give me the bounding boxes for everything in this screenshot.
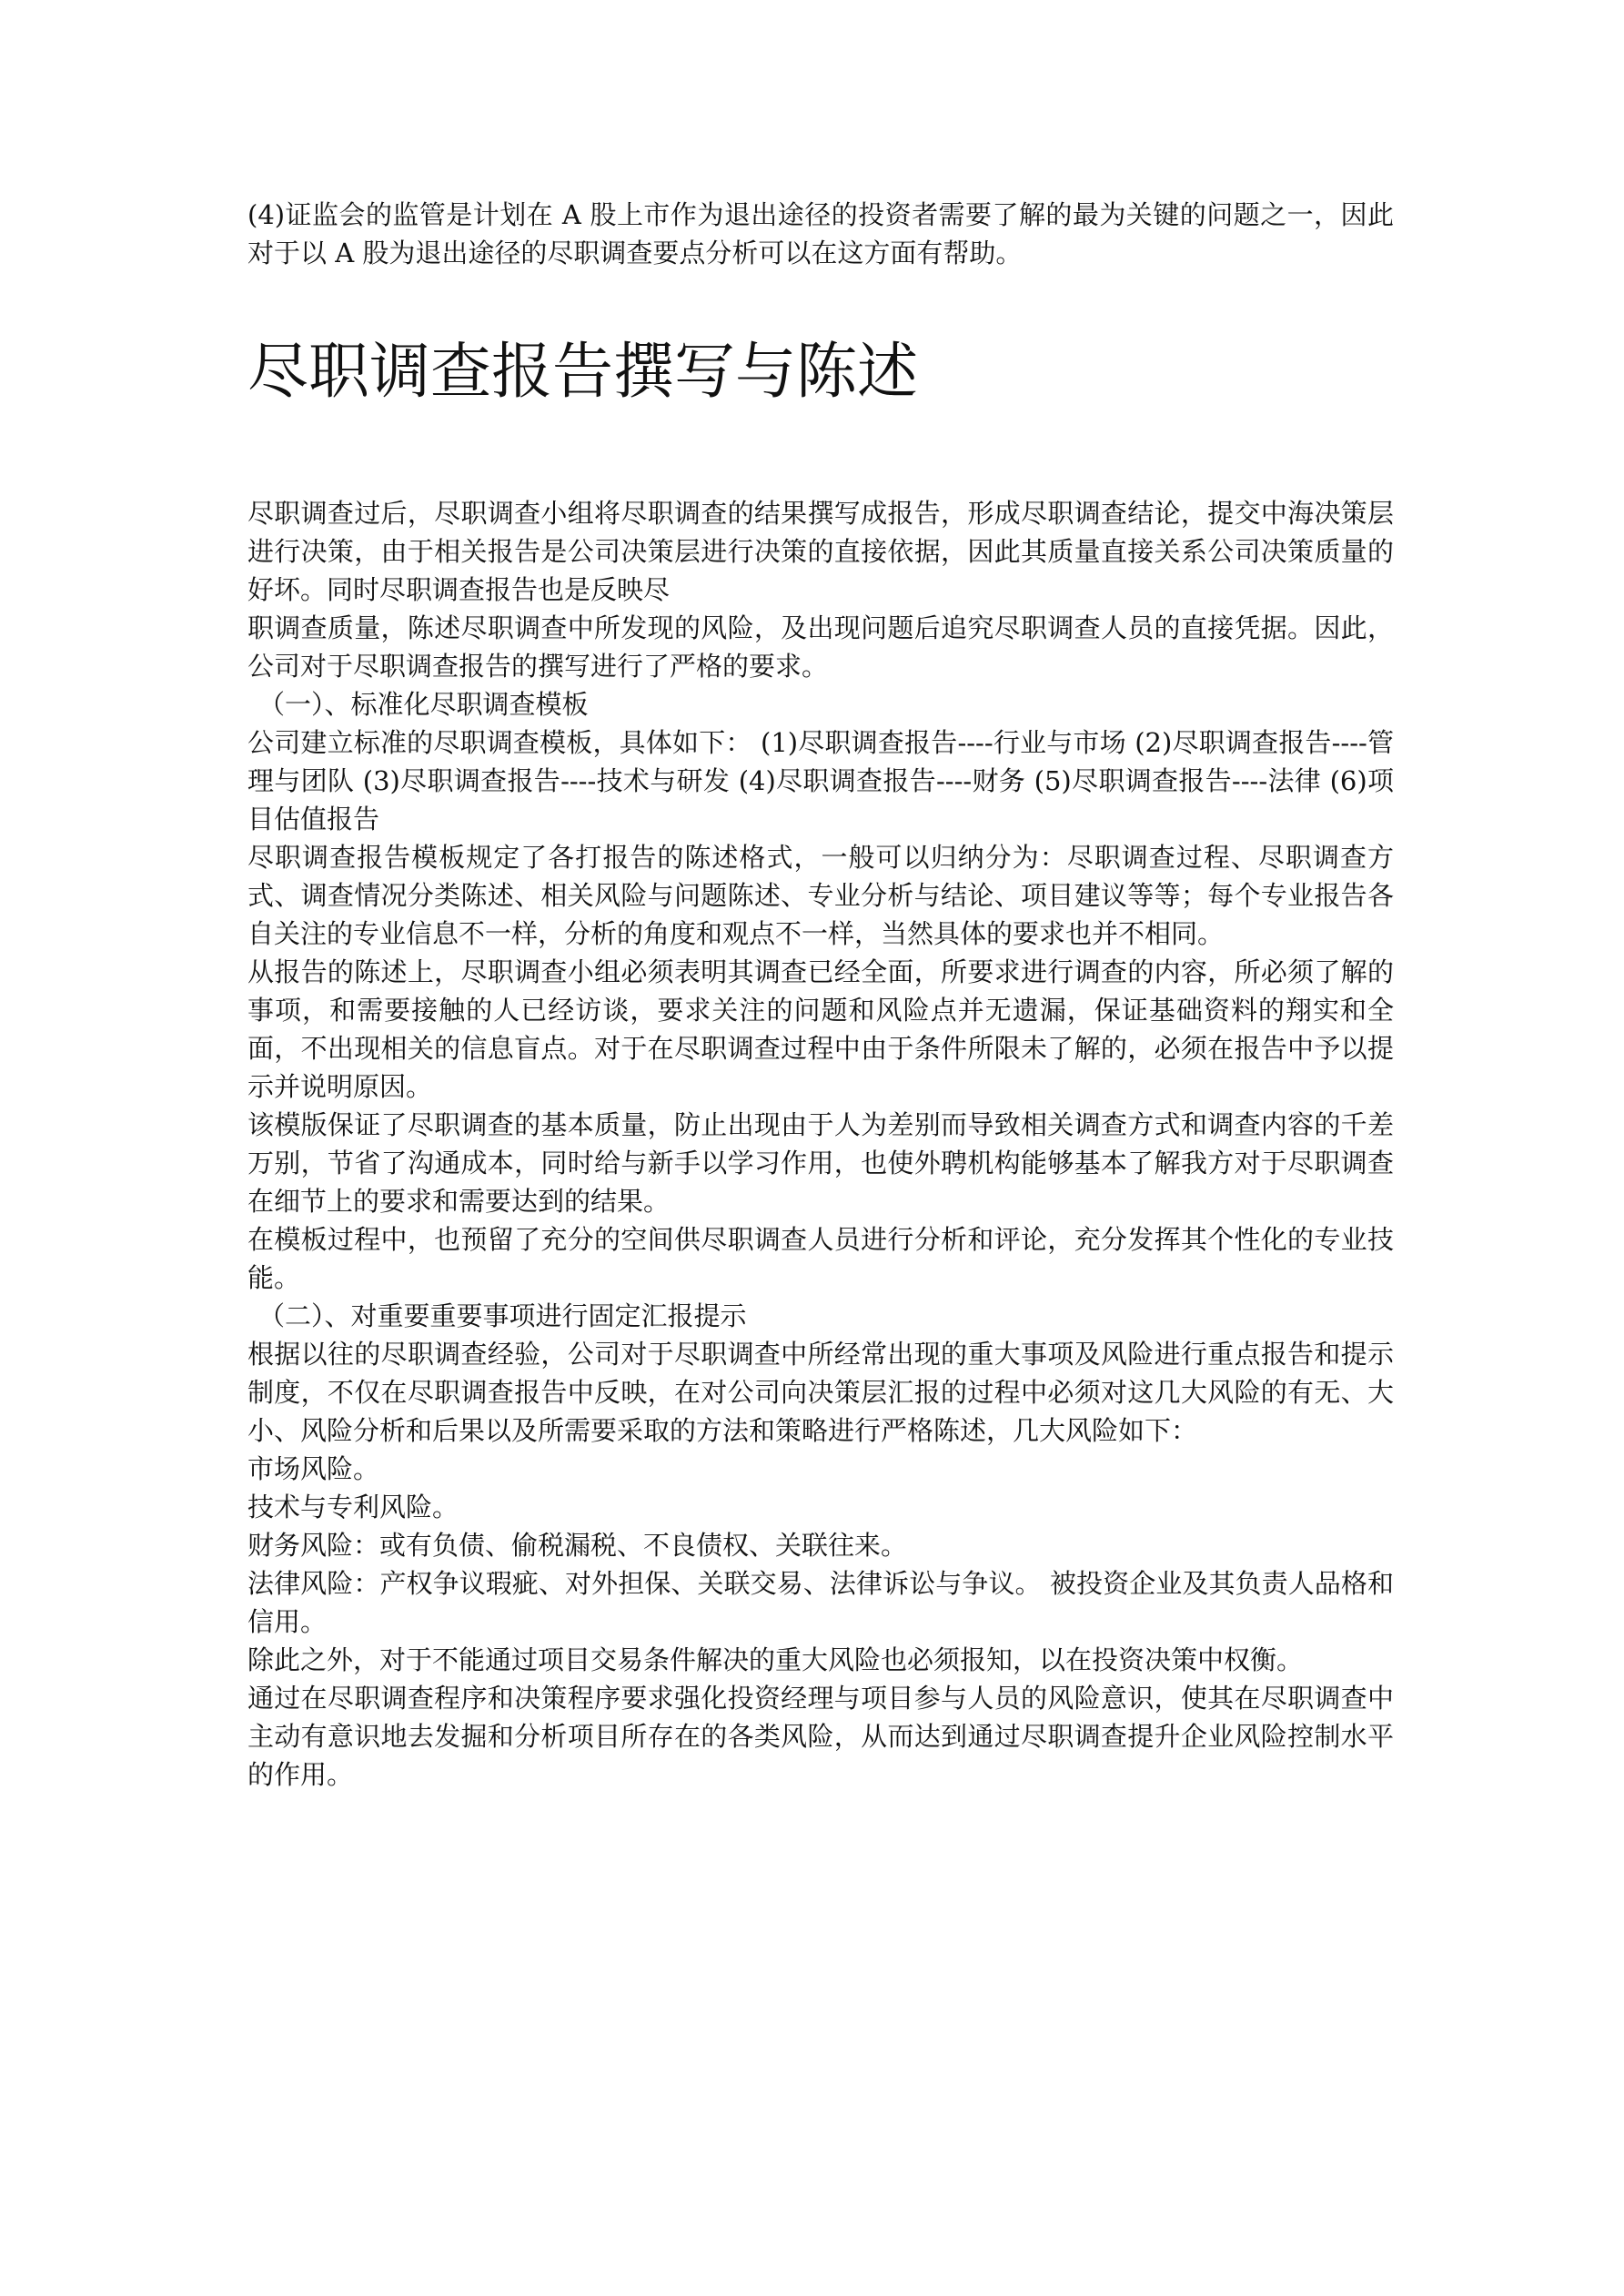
paragraph-reporting-system: 根据以往的尽职调查经验，公司对于尽职调查中所经常出现的重大事项及风险进行重点报告和提示制度，不仅在尽职调查报告中反映，在对公司向决策层汇报的过程中必须对这几大风险的有无、大小、风险分析和后果以及所需要采取的方法和策略进行严格陈述，几大风险如下： bbox=[247, 1339, 1394, 1446]
paragraph-template-quality: 该模版保证了尽职调查的基本质量，防止出现由于人为差别而导致相关调查方式和调查内容的千差万别，节省了沟通成本，同时给与新手以学习作用，也使外聘机构能够基本了解我方对于尽职调查在细节上的要求和需要达到的结果。 bbox=[247, 1109, 1394, 1217]
paragraph-template-list: 公司建立标准的尽职调查模板，具体如下： (1)尽职调查报告----行业与市场 (2)尽职调查报告----管理与团队 (3)尽职调查报告----技术与研发 (4)尽职调查报告----财务 (5)尽职调查报告----法律 (6)项目估值报告 bbox=[247, 727, 1394, 834]
section-heading: 尽职调查报告撰写与陈述 bbox=[247, 336, 918, 407]
document-page bbox=[247, 196, 1394, 1794]
paragraph-summary: 尽职调查过后，尽职调查小组将尽职调查的结果撰写成报告，形成尽职调查结论，提交中海决策层进行决策，由于相关报告是公司决策层进行决策的直接依据，因此其质量直接关系公司决策质量的好坏。同时尽职调查报告也是反映尽 bbox=[247, 498, 1394, 605]
paragraph-summary-continued: 职调查质量，陈述尽职调查中所发现的风险，及出现问题后追究尽职调查人员的直接凭据。因此，公司对于尽职调查报告的撰写进行了严格的要求。 bbox=[247, 612, 1394, 682]
paragraph-template-format: 尽职调查报告模板规定了各打报告的陈述格式，一般可以归纳分为：尽职调查过程、尽职调查方式、调查情况分类陈述、相关风险与问题陈述、专业分析与结论、项目建议等等；每个专业报告各自关注的专业信息不一样，分析的角度和观点不一样，当然具体的要求也并不相同。 bbox=[247, 842, 1394, 949]
list-item-financial-risk: 财务风险：或有负债、偷税漏税、不良债权、关联往来。 bbox=[247, 1530, 908, 1561]
subheading-fixed-reporting: （二）、对重要重要事项进行固定汇报提示 bbox=[258, 1300, 747, 1331]
list-item-market-risk: 市场风险。 bbox=[247, 1453, 380, 1484]
paragraph-template-space: 在模板过程中，也预留了充分的空间供尽职调查人员进行分析和评论，充分发挥其个性化的专业技能。 bbox=[247, 1224, 1394, 1293]
list-item-tech-patent-risk: 技术与专利风险。 bbox=[247, 1492, 459, 1522]
paragraph-conclusion: 通过在尽职调查程序和决策程序要求强化投资经理与项目参与人员的风险意识，使其在尽职调查中主动有意识地去发掘和分析项目所存在的各类风险，从而达到通过尽职调查提升企业风险控制水平的作用。 bbox=[247, 1683, 1394, 1790]
paragraph-other-risks: 除此之外，对于不能通过项目交易条件解决的重大风险也必须报知，以在投资决策中权衡。 bbox=[247, 1644, 1304, 1675]
intro-paragraph: (4)证监会的监管是计划在 A 股上市作为退出途径的投资者需要了解的最为关键的问题之一，因此对于以 A 股为退出途径的尽职调查要点分析可以在这方面有帮助。 bbox=[247, 199, 1394, 268]
list-item-legal-risk: 法律风险：产权争议瑕疵、对外担保、关联交易、法律诉讼与争议。 被投资企业及其负责人品格和信用。 bbox=[247, 1568, 1394, 1637]
paragraph-report-statement: 从报告的陈述上，尽职调查小组必须表明其调查已经全面，所要求进行调查的内容，所必须了解的事项，和需要接触的人已经访谈，要求关注的问题和风险点并无遗漏，保证基础资料的翔实和全面，不出现相关的信息盲点。对于在尽职调查过程中由于条件所限未了解的，必须在报告中予以提示并说明原因。 bbox=[247, 956, 1394, 1102]
subheading-standard-template: （一）、标准化尽职调查模板 bbox=[258, 689, 589, 720]
